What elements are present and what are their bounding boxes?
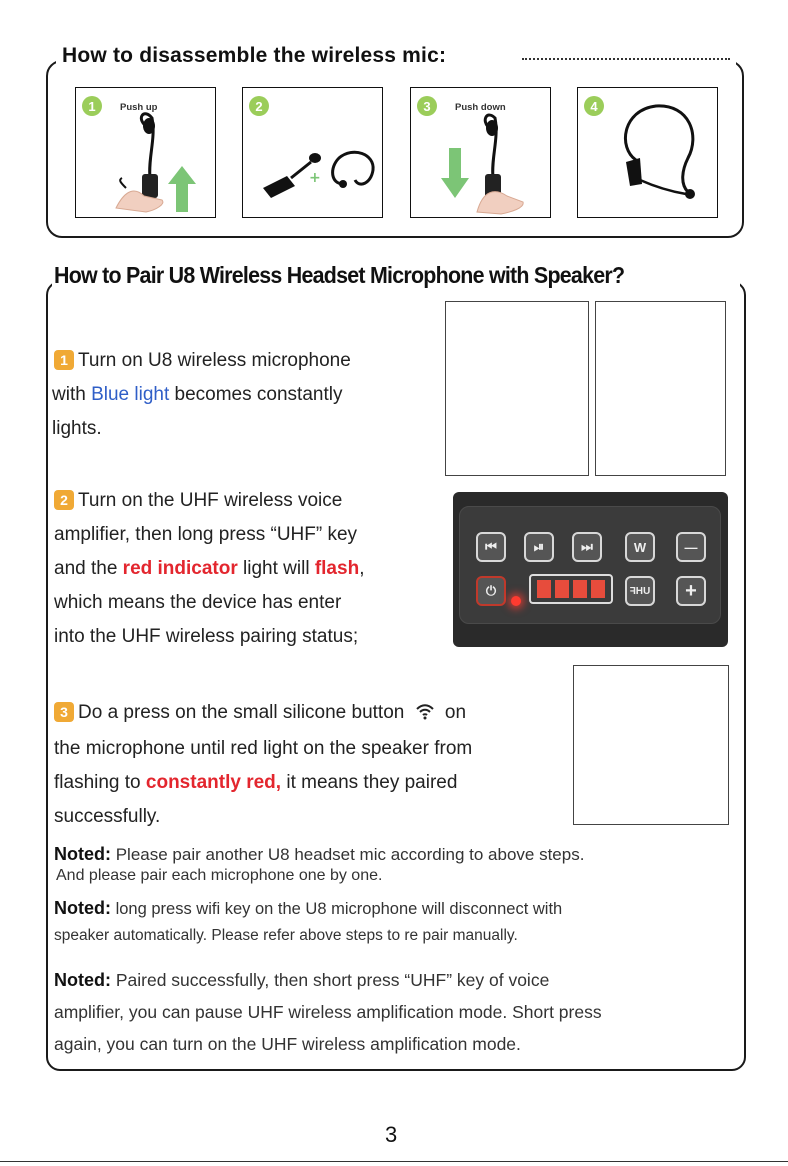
- pairing-step-1: [52, 344, 432, 446]
- note-label: Noted:: [54, 970, 111, 990]
- step-number-badge: 1: [82, 96, 102, 116]
- step-label: Push down: [455, 102, 506, 113]
- step-number-badge: 2: [249, 96, 269, 116]
- step-text: it means they paired: [281, 772, 458, 793]
- step-text: becomes constantly: [169, 384, 343, 405]
- pairing-step-3: [54, 696, 574, 834]
- note-text: again, you can turn on the UHF wireless amplification mode.: [54, 1034, 521, 1054]
- w-key: W: [625, 532, 655, 562]
- note-text: speaker automatically. Please refer above steps to re pair manually.: [54, 927, 518, 944]
- uhf-key: UHF: [625, 576, 655, 606]
- mic-photo-frame: [595, 301, 726, 476]
- disassemble-step-1: [75, 87, 216, 218]
- flash-highlight: flash: [314, 558, 360, 579]
- page-number: 3: [385, 1122, 398, 1147]
- red-indicator-highlight: red indicator: [122, 558, 238, 579]
- step-number-badge: 1: [54, 350, 74, 370]
- note-label: Noted:: [54, 898, 111, 918]
- step-text: successfully.: [54, 806, 161, 827]
- pairing-step-2: [54, 484, 444, 654]
- step-text: on: [439, 702, 467, 723]
- next-key: ⏭: [572, 532, 602, 562]
- plus-key: +: [676, 576, 706, 606]
- note-3: [54, 964, 602, 1060]
- step-text: lights.: [52, 418, 102, 439]
- step-text: Turn on the UHF wireless voice: [78, 490, 343, 511]
- step-number-badge: 2: [54, 490, 74, 510]
- previous-key: ⏮: [476, 532, 506, 562]
- battery-level-indicator: [529, 574, 613, 604]
- amplifier-control-panel: [453, 492, 728, 647]
- step-number-badge: 4: [584, 96, 604, 116]
- step-text: which means the device has enter: [54, 592, 342, 613]
- disassemble-title: How to disassemble the wireless mic:: [62, 44, 452, 68]
- note-text: And please pair each microphone one by one.: [56, 867, 383, 884]
- note-label: Noted:: [54, 844, 111, 864]
- step-text: into the UHF wireless pairing status;: [54, 626, 359, 647]
- note-text: amplifier, you can pause UHF wireless amplification mode. Short press: [54, 1002, 602, 1022]
- minus-key: —: [676, 532, 706, 562]
- step-number-badge: 3: [54, 702, 74, 722]
- step-text: and the: [54, 558, 123, 579]
- step-text: the microphone until red light on the speaker from: [54, 738, 473, 759]
- constantly-red-highlight: constantly red,: [145, 772, 282, 793]
- page-bottom-rule: [0, 1161, 788, 1162]
- mic-photo-frame: [445, 301, 589, 476]
- step-number-badge: 3: [417, 96, 437, 116]
- wifi-icon: [416, 698, 434, 732]
- step-text: amplifier, then long press “UHF” key: [54, 524, 358, 545]
- step-label: Push up: [120, 102, 158, 113]
- dotted-rule: [522, 58, 730, 60]
- step-text: Do a press on the small silicone button: [78, 702, 410, 723]
- step-text: flashing to: [54, 772, 146, 793]
- step-text: ,: [359, 558, 365, 579]
- note-1: [54, 844, 584, 885]
- step-text: Turn on U8 wireless microphone: [78, 350, 351, 371]
- disassemble-step-3: [410, 87, 551, 218]
- note-text: Please pair another U8 headset mic according to above steps.: [111, 845, 585, 864]
- svg-text:+: +: [309, 170, 321, 186]
- red-indicator-light: [511, 596, 521, 606]
- step-text: light will: [237, 558, 315, 579]
- speaker-photo-frame: [573, 665, 729, 825]
- play-pause-key: ⏯: [524, 532, 554, 562]
- power-key: ⏻: [476, 576, 506, 606]
- note-text: long press wifi key on the U8 microphone will disconnect with: [111, 900, 563, 918]
- step-text: with: [52, 384, 92, 405]
- pairing-title: How to Pair U8 Wireless Headset Microphone with Speaker?: [54, 262, 625, 288]
- note-text: Paired successfully, then short press “UHF” key of voice: [111, 970, 550, 990]
- note-2: [54, 898, 562, 945]
- disassemble-step-2: [242, 87, 383, 218]
- blue-light-highlight: Blue light: [91, 384, 170, 405]
- disassemble-step-4: [577, 87, 718, 218]
